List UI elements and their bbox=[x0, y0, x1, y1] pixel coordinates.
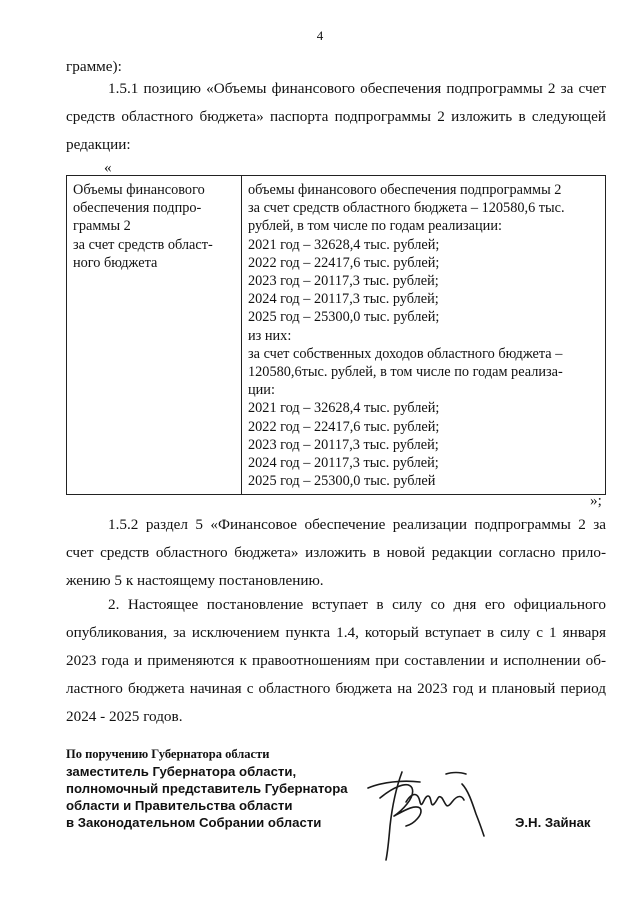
paragraph-line: средств областного бюджета» паспорта подпрограммы 2 изложить в следующей bbox=[66, 108, 606, 125]
paragraph-line: 2023 года и применяются к правоотношениям при составлении и исполнении об- bbox=[66, 652, 606, 669]
label-line: обеспечения подпро- bbox=[73, 200, 202, 217]
signatory-title-line: в Законодательном Собрании области bbox=[66, 815, 322, 830]
value-line: за счет средств областного бюджета – 120580,6 тыс. bbox=[248, 200, 565, 217]
signatory-title-line: области и Правительства области bbox=[66, 798, 293, 813]
table-label-cell bbox=[67, 176, 242, 495]
value-line: 2023 год – 20117,3 тыс. рублей; bbox=[248, 273, 439, 290]
value-line: рублей, в том числе по годам реализации: bbox=[248, 218, 502, 235]
funding-table bbox=[66, 175, 606, 495]
value-line: за счет собственных доходов областного бюджета – bbox=[248, 345, 563, 362]
page-number: 4 bbox=[316, 28, 324, 43]
value-line: 2024 год – 20117,3 тыс. рублей; bbox=[248, 291, 439, 308]
paragraph-line: 2024 - 2025 годов. bbox=[66, 708, 183, 725]
label-line: граммы 2 bbox=[73, 218, 131, 235]
value-line: из них: bbox=[248, 327, 292, 344]
value-line: ции: bbox=[248, 382, 275, 399]
intro-line: грамме): bbox=[66, 58, 122, 75]
table-row bbox=[67, 176, 606, 495]
handwritten-signature bbox=[362, 758, 502, 868]
signatory-name: Э.Н. Зайнак bbox=[515, 815, 591, 830]
paragraph-line: редакции: bbox=[66, 136, 131, 153]
paragraph-line: 1.5.1 позицию «Объемы финансового обеспечения подпрограммы 2 за счет bbox=[108, 80, 606, 97]
label-line: за счет средств област- bbox=[73, 236, 213, 253]
value-line: 2025 год – 25300,0 тыс. рублей bbox=[248, 473, 436, 490]
open-quote: « bbox=[104, 159, 112, 176]
label-line: Объемы финансового bbox=[73, 182, 205, 198]
signature-block bbox=[66, 746, 348, 831]
value-line: 2021 год – 32628,4 тыс. рублей; bbox=[248, 400, 440, 417]
label-line: ного бюджета bbox=[73, 254, 158, 271]
paragraph-line: 2. Настоящее постановление вступает в силу со дня его официального bbox=[108, 596, 606, 613]
item-2-paragraph bbox=[66, 595, 606, 726]
signatory-title-line: полномочный представитель Губернатора bbox=[66, 781, 348, 796]
close-quote: »; bbox=[590, 492, 602, 509]
table-value-cell bbox=[242, 176, 606, 495]
value-line: 120580,6тыс. рублей, в том числе по годам реализа- bbox=[248, 364, 563, 381]
paragraph-line: опубликования, за исключением пункта 1.4, который вступает в силу с 1 января bbox=[66, 624, 606, 641]
paragraph-line: ластного бюджета начиная с областного бюджета на 2023 год и плановый период bbox=[66, 680, 606, 697]
signatory-title-line: заместитель Губернатора области, bbox=[66, 764, 297, 779]
item-1-5-2-paragraph bbox=[66, 515, 606, 590]
value-line: объемы финансового обеспечения подпрограммы 2 bbox=[248, 182, 562, 198]
value-line: 2021 год – 32628,4 тыс. рублей; bbox=[248, 236, 440, 253]
paragraph-line: счет средств областного бюджета» изложить в новой редакции согласно прило- bbox=[66, 544, 606, 561]
value-line: 2022 год – 22417,6 тыс. рублей; bbox=[248, 418, 440, 435]
value-line: 2022 год – 22417,6 тыс. рублей; bbox=[248, 254, 440, 271]
paragraph-line: жению 5 к настоящему постановлению. bbox=[66, 572, 324, 589]
signature-prefix: По поручению Губернатора области bbox=[66, 747, 270, 761]
paragraph-line: 1.5.2 раздел 5 «Финансовое обеспечение реализации подпрограммы 2 за bbox=[108, 516, 606, 533]
value-line: 2024 год – 20117,3 тыс. рублей; bbox=[248, 455, 439, 472]
value-line: 2025 год – 25300,0 тыс. рублей; bbox=[248, 309, 440, 326]
value-line: 2023 год – 20117,3 тыс. рублей; bbox=[248, 436, 439, 453]
item-1-5-1-paragraph bbox=[66, 79, 606, 154]
